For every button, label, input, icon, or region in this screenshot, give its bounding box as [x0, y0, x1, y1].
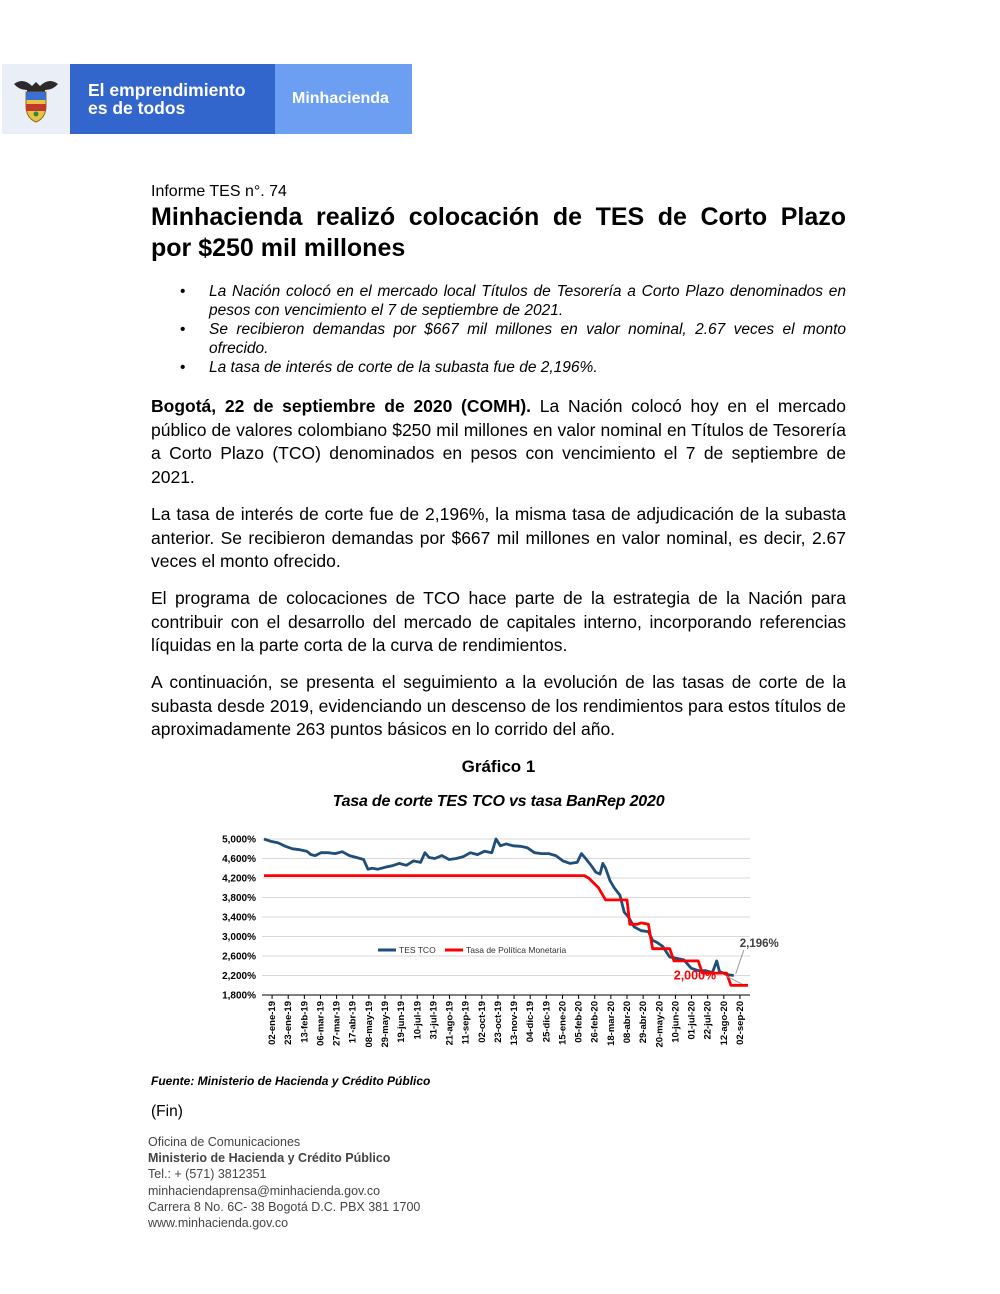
x-tick-label: 02-ene-19: [267, 1001, 279, 1045]
x-tick-label: 02-oct-19: [476, 1001, 488, 1043]
annotation-leader: [736, 950, 744, 974]
x-tick-label: 13-feb-19: [299, 1001, 311, 1043]
coat-of-arms-icon: [11, 73, 61, 125]
x-tick-label: 12-ago-20: [718, 1001, 730, 1046]
x-tick-label: 20-may-20: [654, 1001, 666, 1048]
paragraph-1-body: La Nación colocó hoy en el mercado público de valores colombiano $250 mil millones en valor nominal en Títulos de Tesorería a Corto Plazo (TCO) denominados en pesos con vencimiento el 7 de septiembre de 2021.: [151, 396, 846, 487]
x-tick-label: 22-jul-20: [702, 1001, 714, 1040]
footer-office: Oficina de Comunicaciones: [148, 1135, 301, 1149]
report-number: Informe TES n°. 74: [151, 183, 287, 200]
y-tick-label: 5,000%: [222, 834, 256, 846]
footer-phone: Tel.: + (571) 3812351: [148, 1167, 267, 1182]
footer-web: www.minhacienda.gov.co: [148, 1216, 289, 1231]
x-tick-label: 26-feb-20: [589, 1001, 601, 1043]
slogan: [70, 64, 275, 134]
slogan-line-2: es de todos: [88, 98, 186, 118]
x-tick-label: 08-abr-20: [622, 1001, 633, 1044]
annotation-tes-tco: 2,196%: [739, 938, 779, 950]
x-tick-label: 05-feb-20: [573, 1001, 585, 1043]
x-tick-label: 19-jun-19: [396, 1001, 408, 1043]
footer-address: Carrera 8 No. 6C- 38 Bogotá D.C. PBX 381 1700: [148, 1199, 421, 1214]
x-tick-label: 17-abr-19: [347, 1001, 359, 1044]
paragraph-2: La tasa de interés de corte fue de 2,196%, la misma tasa de adjudicación de la subasta anterior. Se recibieron demandas por $667 mil millones en valor nominal, es decir, 2.67 veces el monto ofrecido.: [151, 504, 846, 571]
x-tick-label: 13-nov-19: [509, 1001, 521, 1046]
x-tick-label: 25-dic-19: [541, 1001, 553, 1043]
x-tick-label: 08-may-19: [363, 1001, 375, 1048]
y-tick-label: 1,800%: [222, 990, 256, 1002]
bullet-item: • La Nación colocó en el mercado local Títulos de Tesorería a Corto Plazo denominados en pesos con vencimiento el 7 de septiembre de 2021.: [151, 282, 846, 320]
slogan-line-1: El emprendimiento: [88, 80, 246, 100]
rate-chart: [190, 825, 800, 1065]
x-tick-label: 23-oct-19: [492, 1001, 504, 1043]
x-tick-label: 10-jun-20: [670, 1001, 682, 1043]
brand-name: Minhacienda: [275, 64, 412, 134]
x-tick-label: 01-jul-20: [686, 1001, 698, 1040]
page-title: Minhacienda realizó colocación de TES de Corto Plazo por $250 mil millones: [151, 203, 846, 262]
x-tick-label: 10-jul-19: [412, 1001, 424, 1040]
x-tick-label: 18-mar-20: [605, 1001, 617, 1046]
paragraph-4: A continuación, se presenta el seguimiento a la evolución de las tasas de corte de la subasta desde 2019, evidenciando un descenso de los rendimientos para estos títulos de aproximadamente 263 puntos básicos en lo corrido del año.: [151, 672, 846, 739]
chart-title: Tasa de corte TES TCO vs tasa BanRep 2020: [332, 793, 665, 810]
chart-heading: Gráfico 1: [461, 757, 536, 776]
x-tick-label: 04-dic-19: [525, 1001, 537, 1043]
x-tick-label: 06-mar-19: [315, 1001, 327, 1046]
footer-ministry: Ministerio de Hacienda y Crédito Público: [148, 1151, 391, 1166]
y-tick-label: 4,600%: [222, 854, 256, 865]
x-tick-label: 29-abr-20: [638, 1001, 650, 1044]
crest-box: [2, 64, 70, 134]
paragraph-1: [151, 395, 846, 489]
footer-contact: [148, 1134, 420, 1231]
y-tick-label: 3,400%: [222, 912, 256, 924]
x-tick-label: 29-may-19: [380, 1001, 391, 1048]
paragraph-3: El programa de colocaciones de TCO hace parte de la estrategia de la Nación para contribuir con el desarrollo del mercado de capitales interno, incorporando referencias líquidas en la parte corta de la curva de rendimientos.: [151, 588, 846, 655]
legend-label: Tasa de Política Monetaria: [466, 945, 567, 955]
bullet-item: • Se recibieron demandas por $667 mil millones en valor nominal, 2.67 veces el monto ofrecido.: [151, 320, 846, 358]
y-tick-label: 2,600%: [222, 951, 256, 963]
x-tick-label: 31-jul-19: [428, 1001, 440, 1040]
footer-email: minhaciendaprensa@minhacienda.gov.co: [148, 1183, 381, 1198]
dateline: Bogotá, 22 de septiembre de 2020 (COMH).: [151, 396, 532, 416]
end-mark: (Fin): [151, 1103, 183, 1120]
legend-label: TES TCO: [399, 945, 436, 955]
y-tick-label: 2,200%: [222, 971, 256, 982]
source-note: Fuente: Ministerio de Hacienda y Crédito Público: [151, 1074, 431, 1088]
x-tick-label: 02-sep-20: [734, 1001, 746, 1045]
y-tick-label: 3,800%: [222, 893, 256, 904]
summary-bullets: [151, 282, 846, 377]
x-tick-label: 21-ago-19: [444, 1001, 456, 1046]
y-tick-label: 4,200%: [222, 873, 256, 885]
series-line-tes-tco: [264, 839, 734, 976]
x-tick-label: 11-sep-19: [460, 1001, 472, 1045]
y-tick-label: 3,000%: [222, 932, 256, 943]
bullet-item: • La tasa de interés de corte de la subasta fue de 2,196%.: [151, 358, 846, 377]
x-tick-label: 27-mar-19: [331, 1001, 343, 1046]
x-tick-label: 23-ene-19: [283, 1001, 295, 1045]
header-banner: [2, 64, 412, 134]
annotation-politica-monetaria: 2,000%: [673, 968, 717, 983]
x-tick-label: 15-ene-20: [557, 1001, 569, 1045]
